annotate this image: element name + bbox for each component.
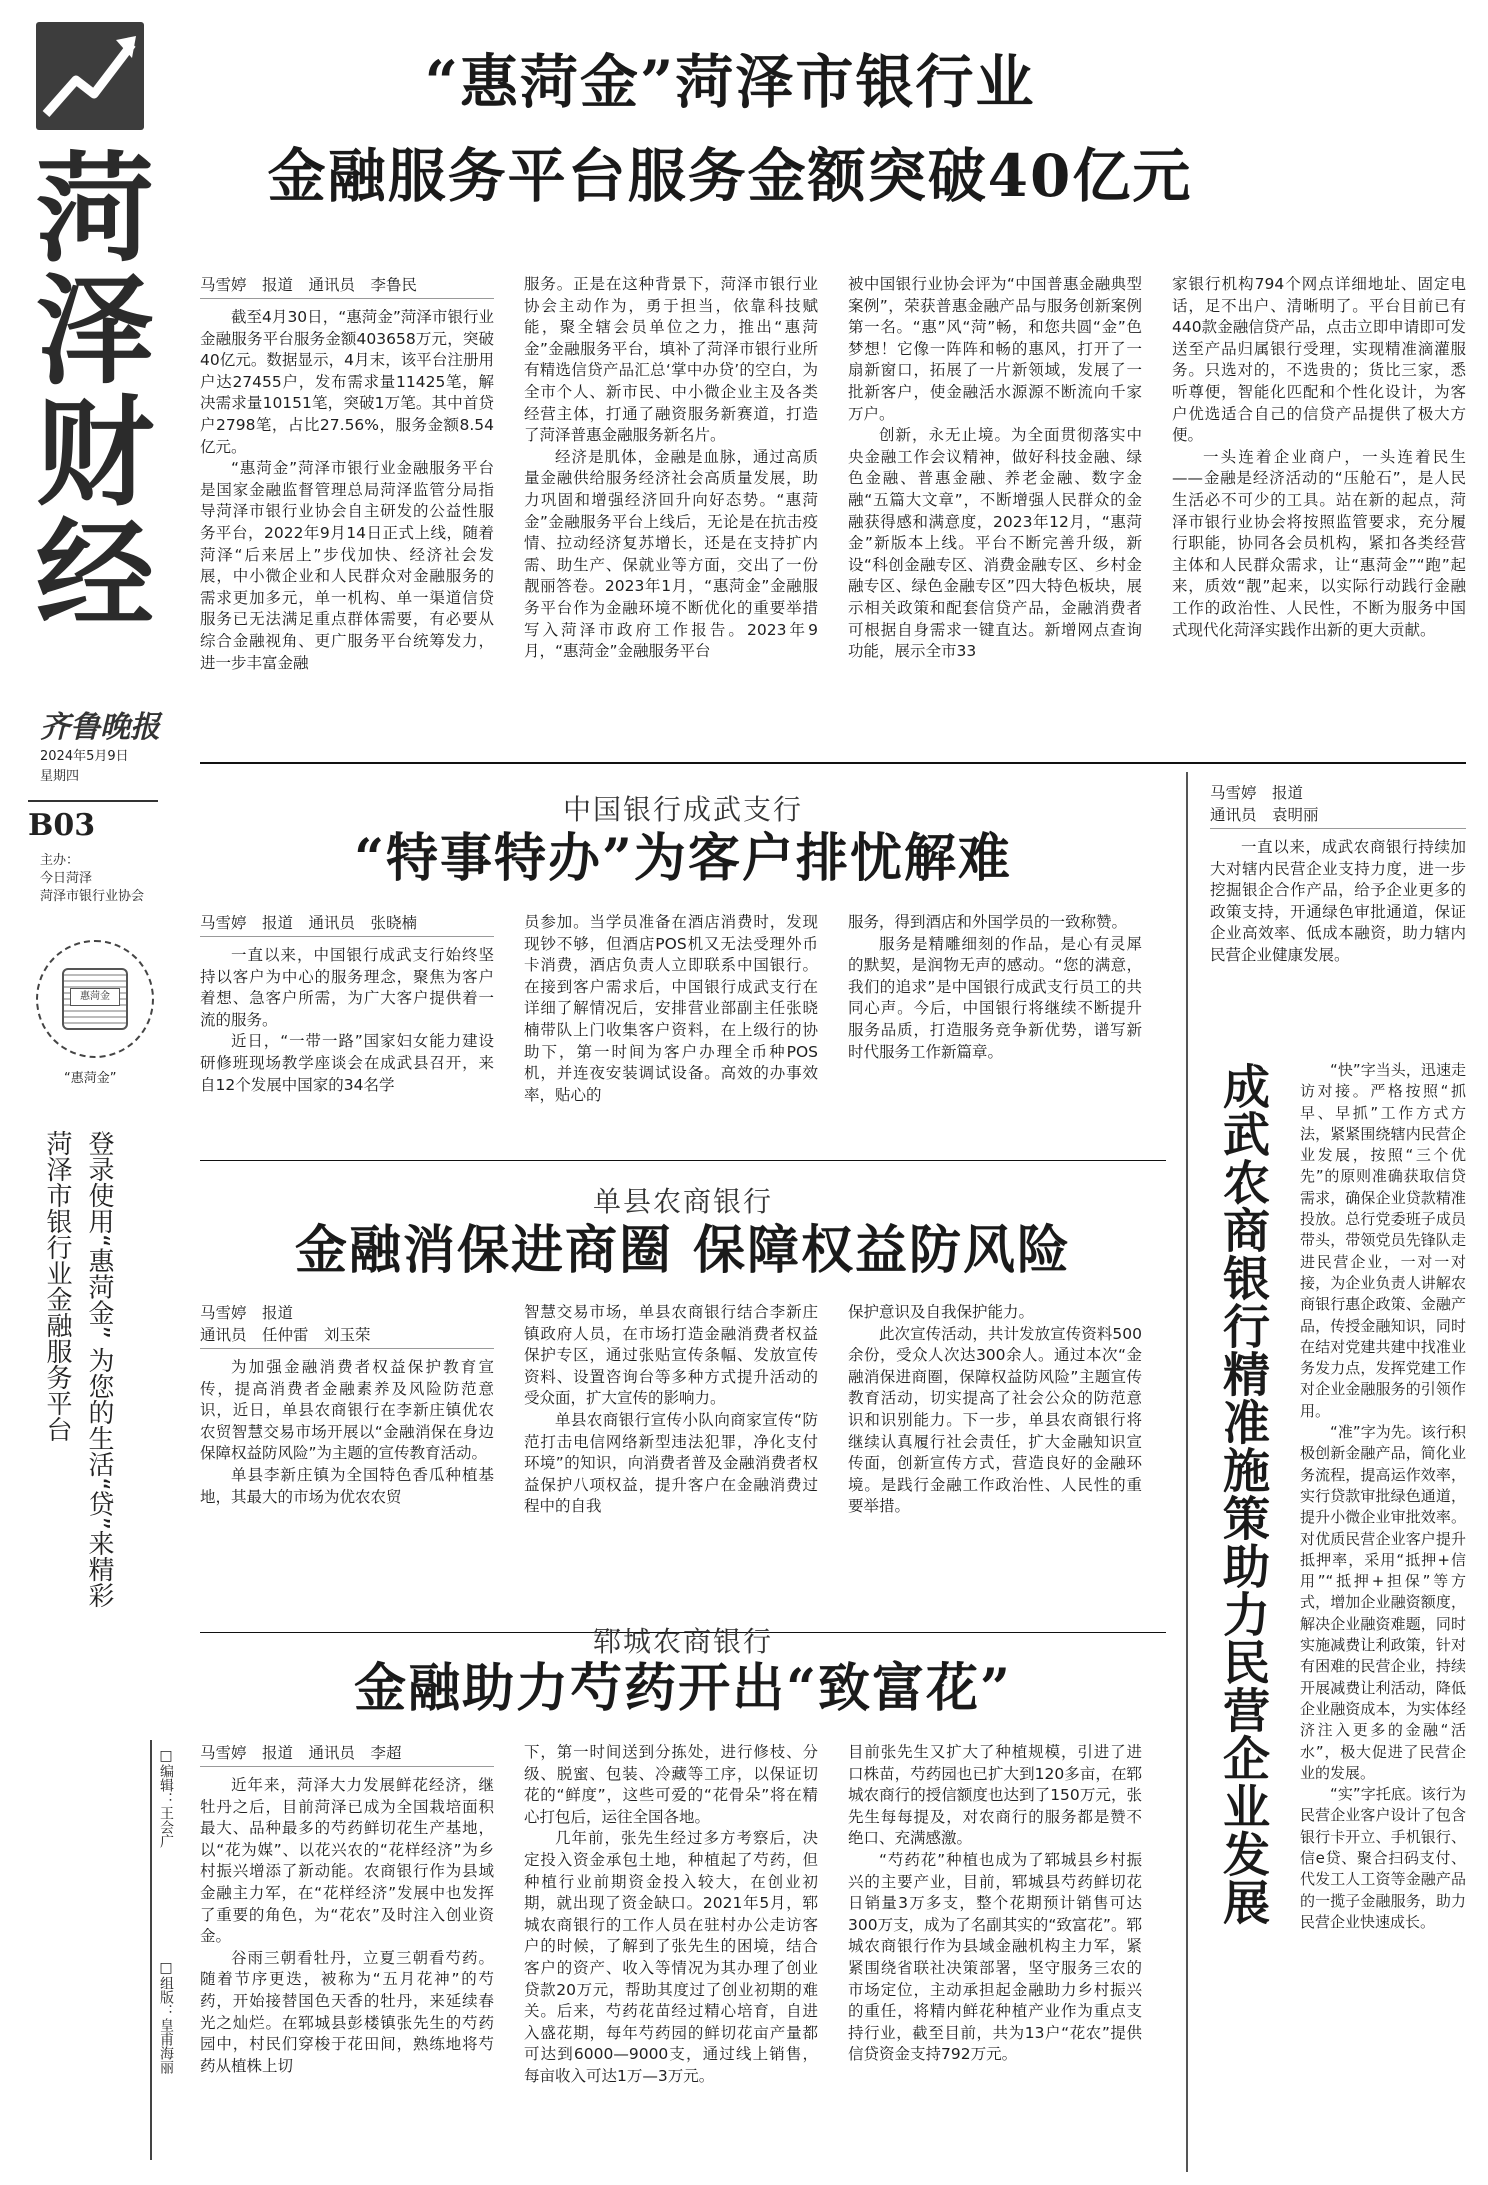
article4-para: 几年前，张先生经过多方考察后，决定投入资金承包土地，种植起了芍药，但种植行业前期资金投入较大，在创业初期，就出现了资金缺口。2021年5月，郓城农商银行的工作人员在驻村办公走访客户的时候，了解到了张先生的困境，结合客户的资产、收入等情况为其办理了创业贷款20万元，帮助其度过了创业初期的难关。后来，芍药花苗经过精心培育，自进入盛花期，每年芍药园的鲜切花亩产量都可达到6000—9000支，通过线上销售，每亩收入可达1万—3万元。 xyxy=(524,1829,818,2085)
article2-para: 员参加。当学员准备在酒店消费时，发现现钞不够，但酒店POS机又无法受理外币卡消费，酒店负责人立即联系中国银行。在接到客户需求后，中国银行成武支行在详细了解情况后，安排营业部副主任张晓楠带队上门收集客户资料，在上级行的协助下，第一时间为客户办理全币种POS机，并连夜安装调试设备。高效的办事效率，贴心的 xyxy=(524,913,818,1104)
article1-para: 家银行机构794个网点详细地址、固定电话，足不出户、清晰明了。平台目前已有440款金融信贷产品，点击立即申请即可发送至产品归属银行受理，实现精准滴灌服务。只选对的，不选贵的；货比三家，悉听尊便，智能化匹配和个性化设计，为客户优选适合自己的信贷产品提供了极大方便。 xyxy=(1172,275,1466,445)
article4-title: 金融助力芍药开出“致富花” xyxy=(354,1658,1012,1719)
issue-date: 2024年5月9日 xyxy=(40,749,129,764)
paper-name: 齐鲁晚报 xyxy=(40,710,160,745)
article2-col3 xyxy=(848,912,1142,1150)
article3-col1 xyxy=(200,1302,510,1622)
article5-title: 成武农商银行精准施策助力民营企业发展 xyxy=(1215,1062,1270,1926)
masthead-divider xyxy=(28,800,158,802)
article3-byline-1: 马雪婷 报道 xyxy=(200,1304,294,1322)
article4-subtitle: 郓城农商银行 xyxy=(592,1625,773,1658)
article3-para: 为加强金融消费者权益保护教育宣传，提高消费者金融素养及风险防范意识，近日，单县农商银行在李新庄镇优农农贸智慧交易市场开展以“金融消保在身边 保障权益防风险”为主题的宣传教育活动。 xyxy=(200,1358,510,1463)
sponsor-label: 主办： xyxy=(40,853,80,868)
article2-para: 一直以来，中国银行成武支行始终坚持以客户为中心的服务理念，聚焦为客户着想、急客户所需，为广大客户提供着一流的服务。 xyxy=(200,946,494,1029)
article1-para: 服务。正是在这种背景下，菏泽市银行业协会主动作为，勇于担当，依靠科技赋能，聚全辖会员单位之力，推出“惠菏金”金融服务平台，填补了菏泽市银行业所有精选信贷产品汇总‘掌中办贷’的空白，为全市个人、新市民、中小微企业主及各类经营主体，打通了融资服务新赛道，打造了菏泽普惠金融服务新名片。 xyxy=(524,275,818,445)
article3-para: 单县农商银行宣传小队向商家宣传“防范打击电信网络新型违法犯罪，净化支付环境”的知识，向消费者普及金融消费者权益保护八项权益，提升客户在金融消费过程中的自我 xyxy=(524,1410,818,1516)
article1-para: 创新，永无止境。为全面贯彻落实中央金融工作会议精神，做好科技金融、绿色金融、普惠金融、养老金融、数字金融“五篇大文章”，不断增强人民群众的金融获得感和满意度，2023年12月，“惠菏金”新版本上线。平台不断完善升级，新设“科创金融专区、消费金融专区、乡村金融专区、绿色金融专区”四大特色板块，展示相关政策和配套信贷产品，金融消费者可根据自身需求一键直达。新增网点查询功能，展示全市33 xyxy=(848,426,1142,661)
sponsor-2: 菏泽市银行业协会 xyxy=(40,889,145,904)
article1-para: “惠菏金”菏泽市银行业金融服务平台是国家金融监督管理总局菏泽监管分局指导菏泽市银行业协会自主研发的公益性服务平台，2022年9月14日正式上线，随着菏泽“后来居上”步伐加快、经济社会发展，中小微企业和人民群众对金融服务的需求更加多元，单一机构、单一渠道信贷服务已无法满足重点群体需要，有必要从综合金融视角、更广服务平台统筹发力，进一步丰富金融 xyxy=(200,459,494,672)
designer-credit: □组版：皇甫海丽 xyxy=(158,1960,174,2074)
article4-para: 目前张先生又扩大了种植规模，引进了进口株苗，芍药园也已扩大到120多亩，在郓城农商行的授信额度也达到了150万元，张先生每每提及，对农商行的服务都是赞不绝口、充满感激。 xyxy=(848,1743,1142,1848)
qr-logo: 惠菏金 xyxy=(70,988,120,1006)
article1-byline: 马雪婷 报道 通讯员 李鲁民 xyxy=(200,274,494,299)
sidebar-divider xyxy=(1186,772,1188,2172)
article5-intro: 一直以来，成武农商银行持续加大对辖内民营企业支持力度，进一步挖掘银企合作产品，给予企业更多的政策支持，开通绿色审批通道，保证企业高效率、低成本融资，助力辖内民营企业健康发展。 xyxy=(1210,838,1466,964)
article4-para: “芍药花”种植也成为了郓城县乡村振兴的主要产业，目前，郓城县芍药鲜切花日销量3万多支，整个花期预计销售可达300万支，成为了名副其实的“致富花”。郓城农商银行作为县域金融机构主力军，紧紧围绕省联社决策部署，坚守服务三农的市场定位，主动承担起金融助力乡村振兴的重任，将精内鲜花种植产业作为重点支持行业，截至目前，共为13户“花农”提供信贷资金支持792万元。 xyxy=(848,1850,1142,2064)
article1-col1 xyxy=(200,274,494,749)
trend-logo-icon xyxy=(36,22,144,130)
article1-title-line2: 金融服务平台服务金额突破40亿元 xyxy=(267,142,1193,210)
article5-para: “实”字托底。该行为民营企业客户设计了包含银行卡开立、手机银行、信e贷、聚合扫码支付、代发工人工资等金融产品的一揽子金融服务，助力民营企业快速成长。 xyxy=(1300,1785,1466,1931)
qr-caption: “惠菏金” xyxy=(64,1071,117,1086)
article2-byline: 马雪婷 报道 通讯员 张晓楠 xyxy=(200,912,494,937)
article3-subtitle: 单县农商银行 xyxy=(592,1185,773,1218)
section-divider xyxy=(200,1160,1166,1161)
article2-col1 xyxy=(200,912,494,1150)
article3-byline-2: 通讯员 任仲雷 刘玉荣 xyxy=(200,1324,494,1349)
article4-col1 xyxy=(200,1742,494,2172)
article1-para: 截至4月30日，“惠菏金”菏泽市银行业金融服务平台服务金额403658万元，突破40亿元。数据显示，4月末，该平台注册用户达27455户，发布需求量11425笔，解决需求量10151笔，突破1万笔。其中首贷户2798笔，占比27.56%，服务金额8.54亿元。 xyxy=(200,308,494,456)
article2-col2 xyxy=(524,912,818,1150)
article5-byline-2: 通讯员 袁明丽 xyxy=(1210,804,1466,829)
article1-col4 xyxy=(1172,274,1466,749)
article4-para: 下，第一时间送到分拣处，进行修枝、分级、脱蜜、包装、冷藏等工序，以保证切花的“鲜度”，这些可爱的“花骨朵”将在精心打包后，运往全国各地。 xyxy=(524,1743,818,1826)
article4-col3 xyxy=(848,1742,1142,2172)
article2-para: 近日，“一带一路”国家妇女能力建设研修班现场教学座谈会在成武县召开，来自12个发展中国家的34名学 xyxy=(200,1032,494,1094)
page-number: B03 xyxy=(28,808,96,843)
article4-col2 xyxy=(524,1742,818,2172)
article2-subtitle: 中国银行成武支行 xyxy=(562,793,803,826)
issue-weekday: 星期四 xyxy=(40,769,80,784)
article1-col3 xyxy=(848,274,1142,749)
article2-para: 服务是精雕细刻的作品，是心有灵犀的默契，是润物无声的感动。“您的满意，我们的追求”是中国银行成武支行员工的共同心声。今后，中国银行将继续不断提升服务品质，打造服务竞争新优势，谱写新时代服务工作新篇章。 xyxy=(848,934,1142,1061)
article5-para: “准”字为先。该行积极创新金融产品，简化业务流程，提高运作效率，实行贷款审批绿色通道，提升小微企业审批效率。对优质民营企业客户提升抵押率，采用“抵押+信用”“抵押+担保”等方式，增加企业融资额度，解决企业融资难题，同时实施减费让利政策，针对有困难的民营企业，持续开展减费让利活动，降低企业融资成本，为实体经济注入更多的金融“活水”，极大促进了民营企业的发展。 xyxy=(1300,1423,1466,1782)
article3-col3 xyxy=(848,1302,1142,1622)
article1-title-line1: “惠菏金”菏泽市银行业 xyxy=(424,48,1036,116)
promo-slogan: 登录使用“惠菏金” 为您的生活“贷”来精彩 xyxy=(84,1130,114,1609)
article4-para: 谷雨三朝看牡丹，立夏三朝看芍药。随着节序更迭，被称为“五月花神”的芍药，开始接替国色天香的牡丹，来延续春光之灿烂。在郓城县彭楼镇张先生的芍药园中，村民们穿梭于花田间，熟练地将芍药从植株上切 xyxy=(200,1948,494,2075)
article5-intro-block xyxy=(1210,782,1466,1082)
sponsor-1: 今日菏泽 xyxy=(40,871,93,886)
article5-byline-1: 马雪婷 报道 xyxy=(1210,784,1304,802)
section-masthead: 菏泽财经 xyxy=(35,140,150,644)
article3-para: 此次宣传活动，共计发放宣传资料500余份，受众人次达300余人。通过本次“金融消保进商圈，保障权益防风险”主题宣传教育活动，切实提高了社会公众的防范意识和识别能力。下一步，单县农商银行将继续认真履行社会责任，扩大金融知识宣传面，创新宣传方式，营造良好的金融环境。是践行金融工作政治性、人民性的重要举措。 xyxy=(848,1324,1142,1516)
article1-para: 经济是肌体，金融是血脉，通过高质量金融供给服务经济社会高质量发展，助力巩固和增强经济回升向好态势。“惠菏金”金融服务平台上线后，无论是在抗击疫情、拉动经济复苏增长，还是在支持扩内需、助生产、保就业等方面，交出了一份靓丽答卷。2023年1月，“惠菏金”金融服务平台作为金融环境不断优化的重要举措写入菏泽市政府工作报告。2023年9月，“惠菏金”金融服务平台 xyxy=(524,447,818,661)
article3-title: 金融消保进商圈 保障权益防风险 xyxy=(294,1220,1072,1281)
article5-body xyxy=(1300,1060,1466,2172)
article1-col2 xyxy=(524,274,818,749)
article3-para: 单县李新庄镇为全国特色香瓜种植基地，其最大的市场为优农农贸 xyxy=(200,1465,494,1506)
section-divider xyxy=(200,762,1466,764)
article2-title: “特事特办”为客户排忧解难 xyxy=(354,828,1012,889)
article1-para: 一头连着企业商户，一头连着民生——金融是经济活动的“压舱石”，是人民生活必不可少的工具。站在新的起点，菏泽市银行业协会将按照监管要求，充分履行职能，协同各会员机构，紧扣各类经营主体和人民群众需求，让“惠菏金”“跑”起来，质效“靓”起来，以实际行动践行金融工作的政治性、人民性，不断为服务中国式现代化菏泽实践作出新的更大贡献。 xyxy=(1172,447,1466,639)
article5-para: “快”字当头，迅速走访对接。严格按照“抓早、早抓”工作方式方法，紧紧围绕辖内民营企业发展，按照“三个优先”的原则准确获取信贷需求，确保企业贷款精准投放。总行党委班子成员带头，带领党员先锋队走进民营企业，一对一对接，为企业负责人讲解农商银行惠企政策、金融产品，传授金融知识，同时在结对党建共建中找准业务发力点，发挥党建工作对企业金融服务的引领作用。 xyxy=(1300,1061,1466,1420)
article1-para: 被中国银行业协会评为“中国普惠金融典型案例”，荣获普惠金融产品与服务创新案例第一名。“惠”风“菏”畅，和您共圆“金”色梦想！它像一阵阵和畅的惠风，打开了一扇新窗口，拓展了一片新领域，发展了一批新客户，使金融活水源源不断流向千家万户。 xyxy=(848,275,1142,423)
article4-para: 近年来，菏泽大力发展鲜花经济，继牡丹之后，目前菏泽已成为全国栽培面积最大、品种最多的芍药鲜切花生产基地，以“花为媒”、以花兴农的“花样经济”为乡村振兴增添了新动能。农商银行作为县域金融主力军，在“花样经济”发展中也发挥了重要的角色，为“花农”及时注入创业资金。 xyxy=(200,1776,494,1946)
article3-para: 智慧交易市场，单县农商银行结合李新庄镇政府人员，在市场打造金融消费者权益保护专区，通过张贴宣传条幅、发放宣传资料、设置咨询台等多种方式提升活动的受众面，扩大宣传的影响力。 xyxy=(524,1303,818,1408)
promo-platform: 菏泽市银行业金融服务平台 xyxy=(42,1130,72,1442)
editor-credit: □编辑：王会广 xyxy=(158,1748,174,1848)
article3-col2 xyxy=(524,1302,818,1622)
article3-para: 保护意识及自我保护能力。 xyxy=(848,1303,1035,1321)
article4-byline: 马雪婷 报道 通讯员 李超 xyxy=(200,1742,494,1767)
article2-para: 服务，得到酒店和外国学员的一致称赞。 xyxy=(848,913,1128,931)
